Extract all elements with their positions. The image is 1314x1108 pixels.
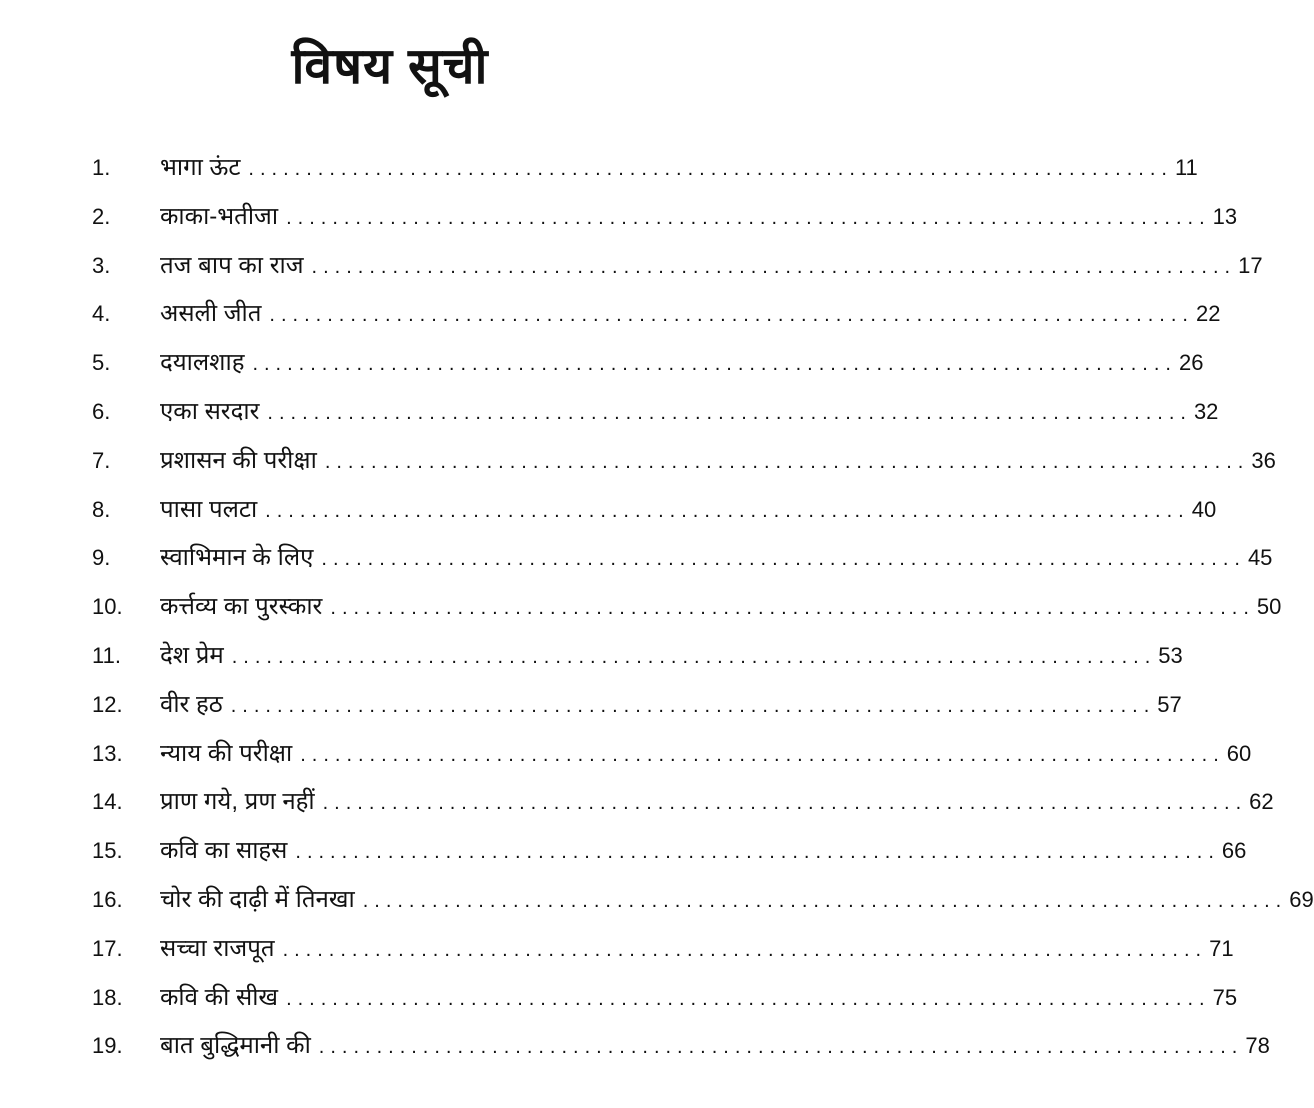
- entry-page-number: 69: [1289, 886, 1314, 912]
- entry-number: 10.: [92, 594, 123, 620]
- entry-page-number: 22: [1195, 301, 1221, 327]
- toc-entry: [92, 540, 1273, 589]
- toc-entry: [92, 736, 1252, 785]
- entry-title: कर्त्तव्य का पुरस्कार: [160, 593, 323, 621]
- entry-page-number: 62: [1249, 789, 1274, 815]
- entry-title: प्रशासन की परीक्षा: [160, 446, 317, 474]
- entry-page-number: 53: [1158, 642, 1183, 668]
- dot-leader: ................................................................................: [322, 792, 1248, 815]
- dot-leader: ................................................................................: [265, 499, 1190, 522]
- entry-title: वीर हठ: [160, 690, 223, 718]
- toc-entry: [92, 784, 1274, 833]
- entry-title: कवि का साहस: [160, 837, 288, 865]
- entry-number: 2.: [92, 203, 111, 229]
- entry-number: 15.: [92, 838, 123, 864]
- entry-number: 17.: [92, 935, 123, 961]
- entry-page-number: 11: [1174, 155, 1198, 180]
- toc-entry: [92, 248, 1263, 297]
- entry-number: 6.: [92, 398, 111, 424]
- dot-leader: ................................................................................: [267, 401, 1192, 424]
- entry-title: कवि की सीख: [160, 983, 279, 1011]
- entry-page-number: 13: [1212, 203, 1238, 229]
- entry-title: असली जीत: [160, 300, 262, 328]
- entry-title: तज बाप का राज: [160, 251, 304, 279]
- entry-number: 3.: [92, 252, 111, 278]
- toc-entry: [92, 1028, 1270, 1077]
- page-title: विषय सूची: [291, 38, 489, 94]
- entry-page-number: 40: [1191, 496, 1217, 522]
- entry-title: बात बुद्धिमानी की: [160, 1032, 311, 1060]
- entry-title: सच्चा राजपूत: [160, 934, 275, 962]
- toc-entry: [92, 882, 1314, 931]
- entry-title: दयालशाह: [160, 349, 245, 377]
- toc-entry: [92, 833, 1247, 882]
- toc-entry: [92, 345, 1204, 394]
- dot-leader: ................................................................................: [324, 450, 1250, 473]
- dot-leader: ................................................................................: [286, 206, 1211, 229]
- entry-page-number: 60: [1226, 740, 1252, 766]
- entry-title: देश प्रेम: [160, 641, 224, 669]
- toc-entry: [92, 394, 1219, 443]
- entry-title: चोर की दाढ़ी में तिनखा: [160, 885, 355, 913]
- dot-leader: ................................................................................: [230, 694, 1156, 717]
- entry-page-number: 50: [1256, 594, 1282, 620]
- dot-leader: ................................................................................: [282, 938, 1208, 961]
- table-of-contents: [92, 150, 1314, 1077]
- entry-number: 13.: [92, 740, 123, 766]
- toc-entry: [92, 687, 1182, 736]
- entry-number: 11.: [92, 642, 121, 668]
- dot-leader: ................................................................................: [231, 645, 1157, 668]
- entry-title: एका सरदार: [160, 397, 260, 425]
- dot-leader: ................................................................................: [252, 353, 1177, 376]
- dot-leader: ................................................................................: [295, 841, 1220, 864]
- dot-leader: ................................................................................: [321, 548, 1246, 571]
- entry-title: न्याय की परीक्षा: [160, 739, 293, 767]
- entry-title: काका-भतीजा: [160, 202, 279, 230]
- toc-entry: [92, 589, 1282, 638]
- entry-number: 16.: [92, 886, 123, 912]
- toc-entry: [92, 931, 1234, 980]
- entry-page-number: 45: [1247, 545, 1273, 571]
- entry-number: 4.: [92, 301, 111, 327]
- dot-leader: ................................................................................: [311, 255, 1237, 278]
- entry-page-number: 71: [1209, 935, 1234, 961]
- toc-entry: [92, 199, 1238, 248]
- entry-title: प्राण गये, प्रण नहीं: [160, 788, 315, 816]
- entry-number: 1.: [92, 155, 111, 180]
- entry-number: 12.: [92, 691, 123, 717]
- dot-leader: ................................................................................: [269, 304, 1194, 327]
- toc-entry: [92, 150, 1198, 199]
- dot-leader: ................................................................................: [330, 597, 1255, 620]
- dot-leader: ................................................................................: [286, 987, 1211, 1010]
- toc-entry: [92, 980, 1238, 1029]
- dot-leader: ................................................................................: [318, 1036, 1244, 1059]
- entry-page-number: 36: [1251, 447, 1276, 473]
- entry-page-number: 32: [1193, 398, 1219, 424]
- toc-entry: [92, 296, 1221, 345]
- entry-page-number: 57: [1157, 691, 1182, 717]
- entry-page-number: 78: [1245, 1033, 1270, 1059]
- dot-leader: ................................................................................: [362, 889, 1288, 912]
- toc-entry: [92, 492, 1217, 541]
- entry-page-number: 66: [1221, 838, 1247, 864]
- entry-title: भागा ऊंट: [160, 154, 241, 181]
- entry-page-number: 75: [1212, 984, 1238, 1010]
- entry-page-number: 17: [1238, 252, 1263, 278]
- dot-leader: ................................................................................: [300, 743, 1225, 766]
- entry-title: पासा पलटा: [160, 495, 258, 523]
- entry-number: 19.: [92, 1033, 123, 1059]
- entry-page-number: 26: [1178, 350, 1204, 376]
- entry-number: 18.: [92, 984, 123, 1010]
- dot-leader: ................................................................................: [248, 158, 1173, 180]
- toc-entry: [92, 638, 1183, 687]
- toc-entry: [92, 443, 1276, 492]
- entry-number: 14.: [92, 789, 123, 815]
- entry-title: स्वाभिमान के लिए: [160, 544, 314, 572]
- entry-number: 9.: [92, 545, 111, 571]
- entry-number: 7.: [92, 447, 111, 473]
- entry-number: 8.: [92, 496, 111, 522]
- entry-number: 5.: [92, 350, 111, 376]
